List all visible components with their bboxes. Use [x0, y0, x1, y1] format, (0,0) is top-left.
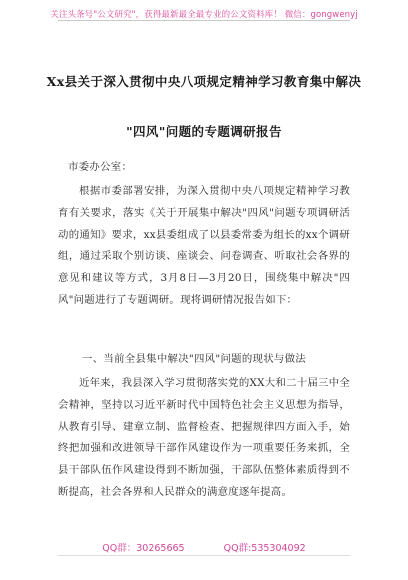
footer-qq-group-2: QQ群:535304092: [223, 543, 306, 554]
footer-contacts: [0, 540, 408, 554]
salutation: 市委办公室：: [68, 161, 133, 173]
section-heading-1: 一、当前全县集中解决"四风"问题的现状与做法: [82, 353, 306, 365]
body-paragraph-2: 近年来，我县深入学习贯彻落实党的XX大和二十届三中全会精神，坚持以习近平新时代中国特色社会主义思想为指导，从教育引导、建章立制、监督检查、把握规律四方面入手，始终把加强和改进领导干部作风建设作为一项重要任务来抓，全县干部队伍作风建设得到不断加强，干部队伍整体素质得到不断提高，社会各界和人民群众的满意度逐年提高。: [58, 377, 350, 498]
header-divider: [58, 20, 350, 21]
document-title-line-2: "四风"问题的专题调研报告: [126, 124, 282, 139]
document-title-line-1: Xx县关于深入贯彻中央八项规定精神学习教育集中解决: [46, 74, 362, 89]
footer-qq-group-1: QQ群：30265665: [102, 543, 185, 554]
footer-divider: [58, 555, 350, 556]
body-paragraph-1: 根据市委部署安排，为深入贯彻中央八项规定精神学习教育有关要求，落实《关于开展集中解决"四风"问题专项调研活动的通知》要求，xx县委组成了以县委常委为组长的xx个调研组，通过采取个别访谈、座谈会、问卷调查、听取社会各界的意见和建议等方式，3月8日—3月20日，围绕集中解决"四风"问题进行了专题调研。现将调研情况报告如下：: [58, 185, 350, 306]
promo-banner: [0, 2, 408, 21]
promo-banner-text: 关注头条号"公文研究"，获得最新最全最专业的公文资料库！ 微信：gongwenyj: [50, 10, 358, 20]
